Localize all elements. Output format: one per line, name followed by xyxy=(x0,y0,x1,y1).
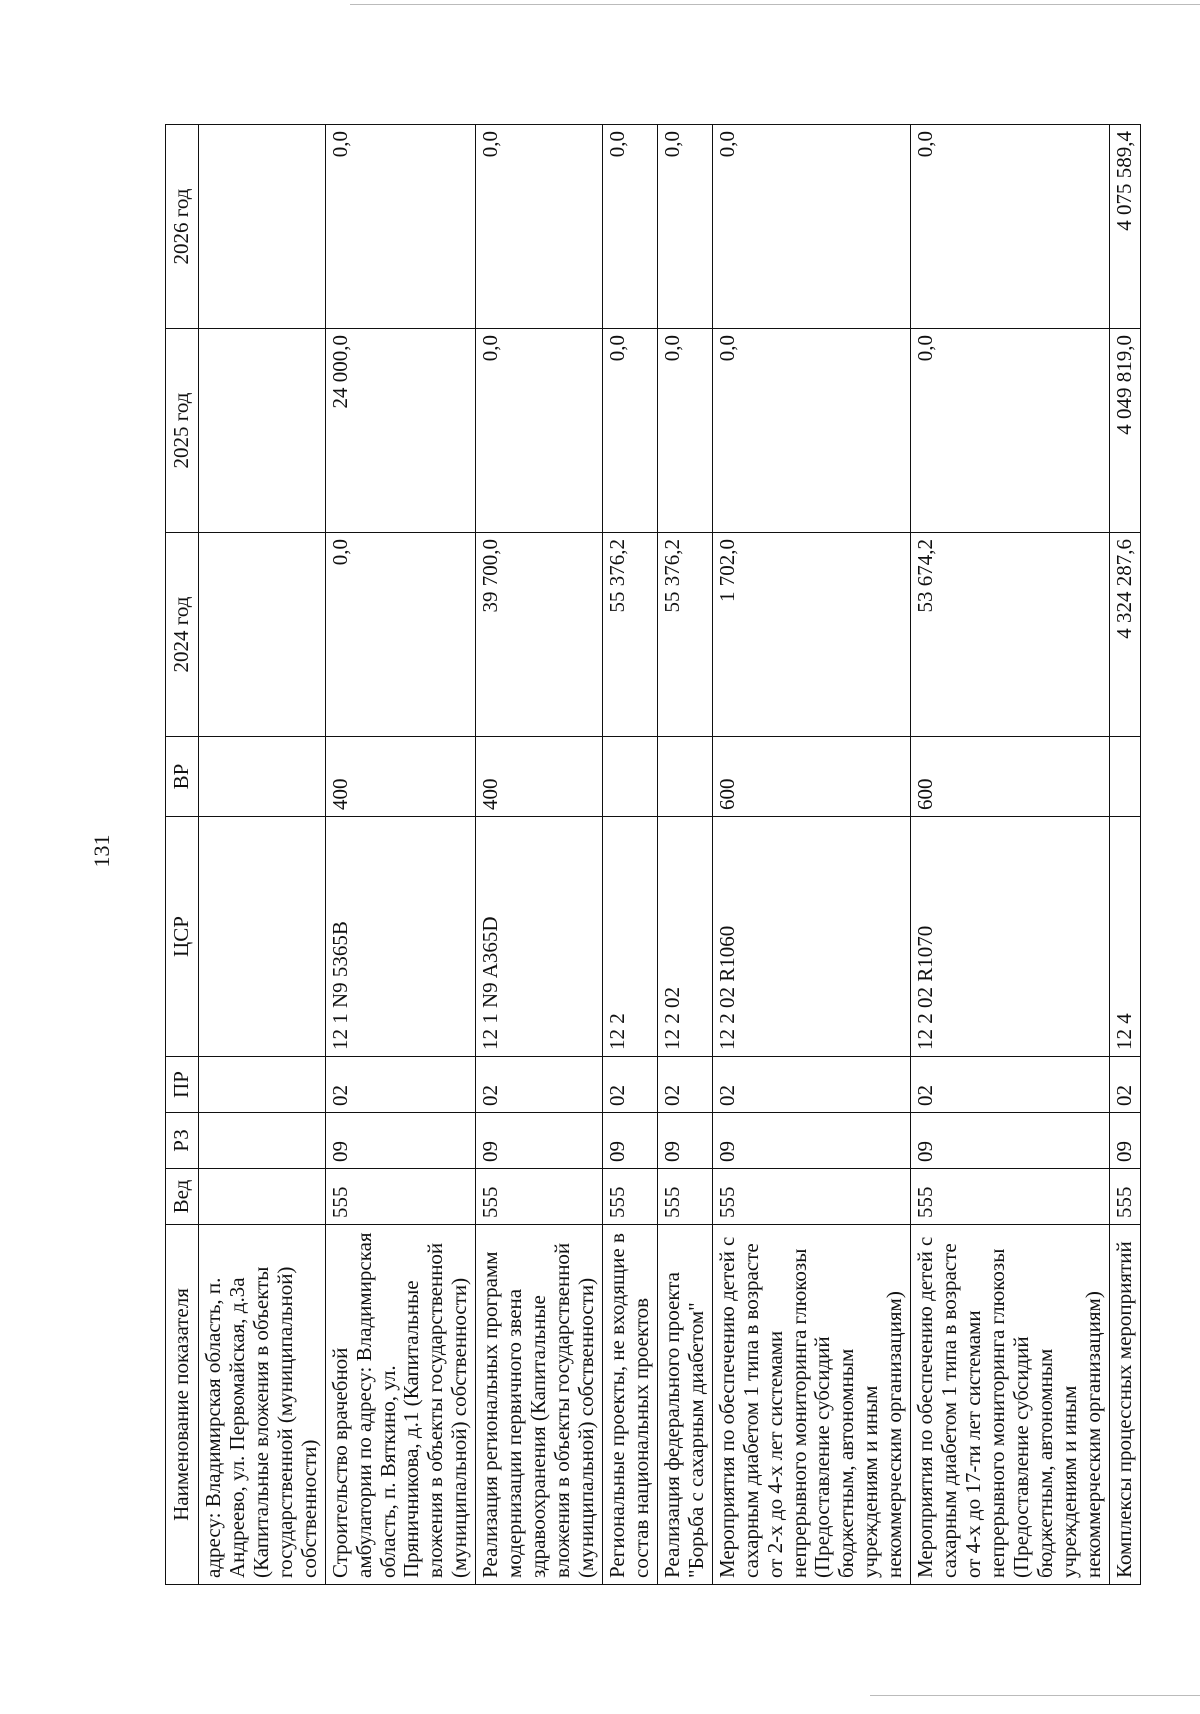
cell-name: Реализация региональных программ модернизации первичного звена здравоохранения (Капитальные вложения в объекты государственной (муниципальной) собственности) xyxy=(476,1225,603,1585)
cell-csr: 12 4 xyxy=(1109,817,1140,1057)
header-name: Наименование показателя xyxy=(166,1225,199,1585)
cell-2024: 0,0 xyxy=(325,533,476,737)
table-row xyxy=(602,125,657,1585)
cell-vr: 600 xyxy=(911,737,1110,817)
cell-csr xyxy=(198,817,325,1057)
cell-2024: 55 376,2 xyxy=(602,533,657,737)
cell-csr: 12 2 02 xyxy=(657,817,712,1057)
cell-2024: 53 674,2 xyxy=(911,533,1110,737)
cell-2026 xyxy=(198,125,325,329)
cell-pr: 02 xyxy=(602,1057,657,1113)
cell-name: Комплексы процессных мероприятий xyxy=(1109,1225,1140,1585)
cell-2024: 1 702,0 xyxy=(712,533,911,737)
header-csr: ЦСР xyxy=(166,817,199,1057)
cell-ved: 555 xyxy=(911,1169,1110,1225)
cell-vr xyxy=(1109,737,1140,817)
table-header-row xyxy=(166,125,199,1585)
cell-rz: 09 xyxy=(476,1113,603,1169)
cell-2026: 4 075 589,4 xyxy=(1109,125,1140,329)
cell-ved: 555 xyxy=(657,1169,712,1225)
cell-pr: 02 xyxy=(325,1057,476,1113)
cell-2025: 24 000,0 xyxy=(325,329,476,533)
table-row xyxy=(198,125,325,1585)
cell-csr: 12 2 xyxy=(602,817,657,1057)
cell-2026: 0,0 xyxy=(602,125,657,329)
cell-rz xyxy=(198,1113,325,1169)
cell-name: Мероприятия по обеспечению детей с сахарным диабетом 1 типа в возрасте от 2-х до 4-х лет системами непрерывного мониторинга глюкозы (Предоставление субсидий бюджетным, автономным учреждениям и иным некоммерческим организациям) xyxy=(712,1225,911,1585)
cell-rz: 09 xyxy=(1109,1113,1140,1169)
cell-name: Реализация федерального проекта "Борьба с сахарным диабетом" xyxy=(657,1225,712,1585)
cell-csr: 12 1 N9 A365D xyxy=(476,817,603,1057)
cell-2024: 55 376,2 xyxy=(657,533,712,737)
table-row xyxy=(712,125,911,1585)
scan-edge-line-bottom xyxy=(870,1695,1200,1696)
cell-ved: 555 xyxy=(712,1169,911,1225)
cell-2024: 4 324 287,6 xyxy=(1109,533,1140,737)
cell-rz: 09 xyxy=(712,1113,911,1169)
cell-2025: 0,0 xyxy=(602,329,657,533)
cell-rz: 09 xyxy=(657,1113,712,1169)
cell-2026: 0,0 xyxy=(325,125,476,329)
cell-pr: 02 xyxy=(476,1057,603,1113)
cell-2025: 0,0 xyxy=(476,329,603,533)
cell-2025: 0,0 xyxy=(657,329,712,533)
scan-edge-line-top xyxy=(350,4,1200,5)
table-row xyxy=(325,125,476,1585)
cell-2026: 0,0 xyxy=(476,125,603,329)
cell-2025: 0,0 xyxy=(712,329,911,533)
cell-name: Строительство врачебной амбулатории по адресу: Владимирская область, п. Вяткино, ул. Пряничникова, д.1 (Капитальные вложения в объекты государственной (муниципальной) собственности) xyxy=(325,1225,476,1585)
cell-ved: 555 xyxy=(1109,1169,1140,1225)
header-pr: ПР xyxy=(166,1057,199,1113)
cell-vr: 400 xyxy=(325,737,476,817)
header-rz: РЗ xyxy=(166,1113,199,1169)
header-vr: ВР xyxy=(166,737,199,817)
cell-rz: 09 xyxy=(911,1113,1110,1169)
cell-vr: 400 xyxy=(476,737,603,817)
cell-rz: 09 xyxy=(602,1113,657,1169)
cell-csr: 12 2 02 R1070 xyxy=(911,817,1110,1057)
cell-vr: 600 xyxy=(712,737,911,817)
cell-2026: 0,0 xyxy=(911,125,1110,329)
table-row xyxy=(911,125,1110,1585)
cell-2026: 0,0 xyxy=(657,125,712,329)
cell-2024 xyxy=(198,533,325,737)
cell-ved xyxy=(198,1169,325,1225)
table-row xyxy=(1109,125,1140,1585)
cell-csr: 12 1 N9 5365B xyxy=(325,817,476,1057)
cell-vr xyxy=(657,737,712,817)
cell-ved: 555 xyxy=(325,1169,476,1225)
cell-csr: 12 2 02 R1060 xyxy=(712,817,911,1057)
cell-2024: 39 700,0 xyxy=(476,533,603,737)
cell-pr: 02 xyxy=(657,1057,712,1113)
rotated-table-container xyxy=(165,125,1136,1585)
cell-ved: 555 xyxy=(476,1169,603,1225)
page-number: 131 xyxy=(89,834,114,868)
header-2026: 2026 год xyxy=(166,125,199,329)
header-2024: 2024 год xyxy=(166,533,199,737)
cell-pr xyxy=(198,1057,325,1113)
budget-table xyxy=(165,124,1141,1585)
cell-vr xyxy=(198,737,325,817)
cell-pr: 02 xyxy=(911,1057,1110,1113)
header-2025: 2025 год xyxy=(166,329,199,533)
cell-name: Мероприятия по обеспечению детей с сахарным диабетом 1 типа в возрасте от 4-х до 17-ти лет системами непрерывного мониторинга глюкозы (Предоставление субсидий бюджетным, автономным учреждениям и иным некоммерческим организациям) xyxy=(911,1225,1110,1585)
cell-vr xyxy=(602,737,657,817)
cell-2025 xyxy=(198,329,325,533)
header-ved: Вед xyxy=(166,1169,199,1225)
cell-2026: 0,0 xyxy=(712,125,911,329)
cell-pr: 02 xyxy=(712,1057,911,1113)
cell-rz: 09 xyxy=(325,1113,476,1169)
table-row xyxy=(657,125,712,1585)
cell-2025: 4 049 819,0 xyxy=(1109,329,1140,533)
cell-ved: 555 xyxy=(602,1169,657,1225)
cell-2025: 0,0 xyxy=(911,329,1110,533)
cell-name: адресу: Владимирская область, п. Андреево, ул. Первомайская, д.3а (Капитальные вложения в объекты государственной (муниципальной) собственности) xyxy=(198,1225,325,1585)
table-row xyxy=(476,125,603,1585)
cell-pr: 02 xyxy=(1109,1057,1140,1113)
cell-name: Региональные проекты, не входящие в состав национальных проектов xyxy=(602,1225,657,1585)
